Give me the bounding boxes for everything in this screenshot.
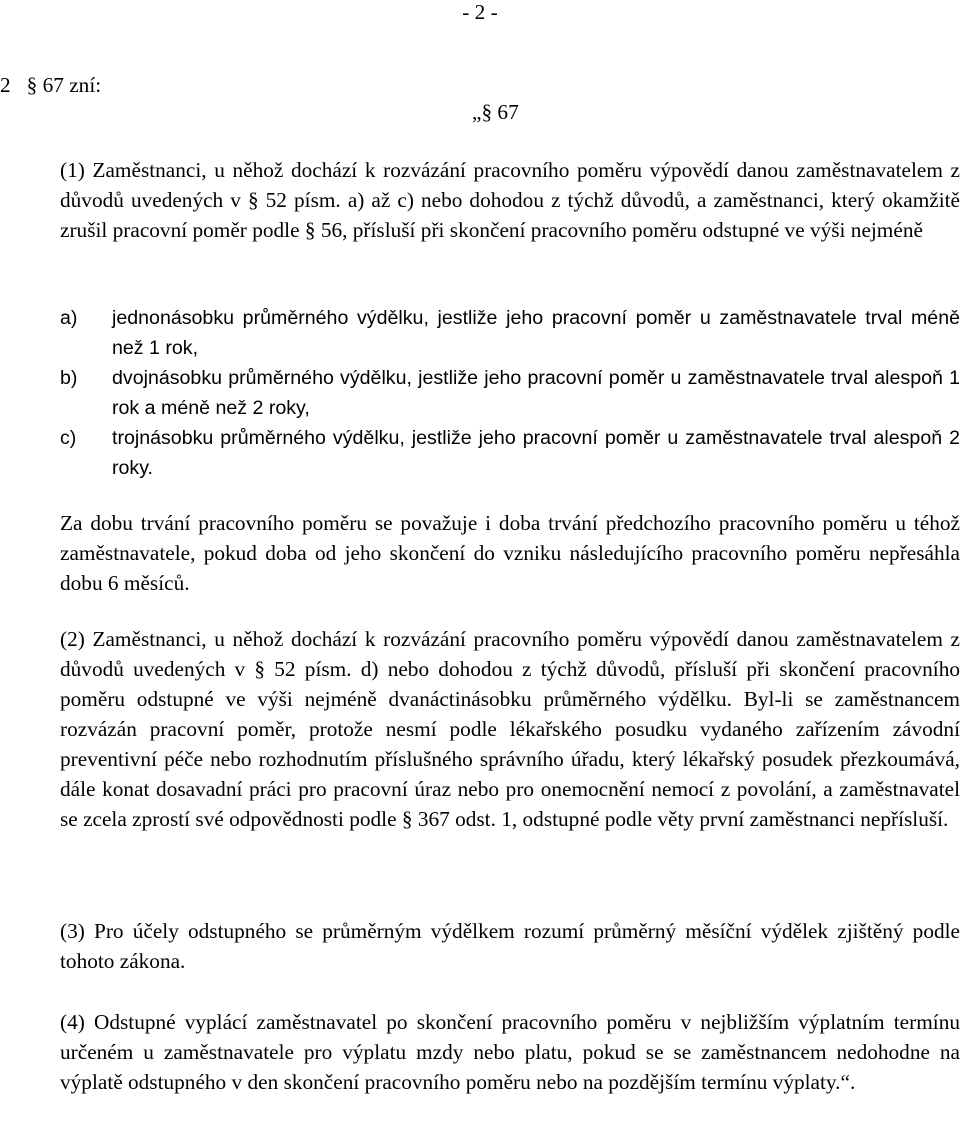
article-intro: 2 § 67 zní: <box>0 73 102 97</box>
list-item-text: dvojnásobku průměrného výdělku, jestliže jeho pracovní poměr u zaměstnavatele trval alespoň 1 rok a méně než 2 roky, <box>112 367 960 419</box>
list-item-text: trojnásobku průměrného výdělku, jestliže jeho pracovní poměr u zaměstnavatele trval alespoň 2 roky. <box>112 427 960 479</box>
list-item-text: jednonásobku průměrného výdělku, jestliže jeho pracovní poměr u zaměstnavatele trval méně než 1 rok, <box>112 307 960 359</box>
list-item <box>60 423 960 483</box>
paragraph-continuation: Za dobu trvání pracovního poměru se považuje i doba trvání předchozího pracovního poměru u téhož zaměstnavatele, pokud doba od jeho skončení do vzniku následujícího pracovního poměru nepřesáhla dobu 6 měsíců. <box>60 511 960 595</box>
paragraph-2: (2) Zaměstnanci, u něhož dochází k rozvázání pracovního poměru výpovědí danou zaměstnavatelem z důvodů uvedených v § 52 písm. d) nebo dohodou z týchž důvodů, přísluší při skončení pracovního poměru odstupné ve výši nejméně dvanáctinásobku průměrného výdělku. Byl-li se zaměstnancem rozvázán pracovní poměr, protože nesmí podle lékařského posudku vydaného zařízením závodní preventivní péče nebo rozhodnutím příslušného správního úřadu, který lékařský posudek přezkoumává, dále konat dosavadní práci pro pracovní úraz nebo pro onemocnění nemocí z povolání, a zaměstnavatel se zcela zprostí své odpovědnosti podle § 367 odst. 1, odstupné podle věty první zaměstnanci nepřísluší. <box>60 627 960 831</box>
list-marker: c) <box>60 427 77 449</box>
paragraph-1: (1) Zaměstnanci, u něhož dochází k rozvázání pracovního poměru výpovědí danou zaměstnavatelem z důvodů uvedených v § 52 písm. a) až c) nebo dohodou z týchž důvodů, a zaměstnanci, který okamžitě zrušil pracovní poměr podle § 56, přísluší při skončení pracovního poměru odstupné ve výši nejméně <box>60 158 960 242</box>
section-heading: „§ 67 <box>472 100 519 124</box>
paragraph-4: (4) Odstupné vyplácí zaměstnavatel po skončení pracovního poměru v nejbližším výplatním termínu určeném u zaměstnavatele pro výplatu mzdy nebo platu, pokud se se zaměstnancem nedohodne na výplatě odstupného v den skončení pracovního poměru nebo na pozdějším termínu výplaty.“. <box>60 1010 960 1094</box>
page-number: - 2 - <box>462 0 498 24</box>
paragraph-3: (3) Pro účely odstupného se průměrným výdělkem rozumí průměrný měsíční výdělek zjištěný podle tohoto zákona. <box>60 919 960 973</box>
list-item <box>60 363 960 423</box>
list-item <box>60 303 960 363</box>
list-marker: a) <box>60 307 78 329</box>
list-marker: b) <box>60 367 78 389</box>
severance-list <box>60 303 960 483</box>
